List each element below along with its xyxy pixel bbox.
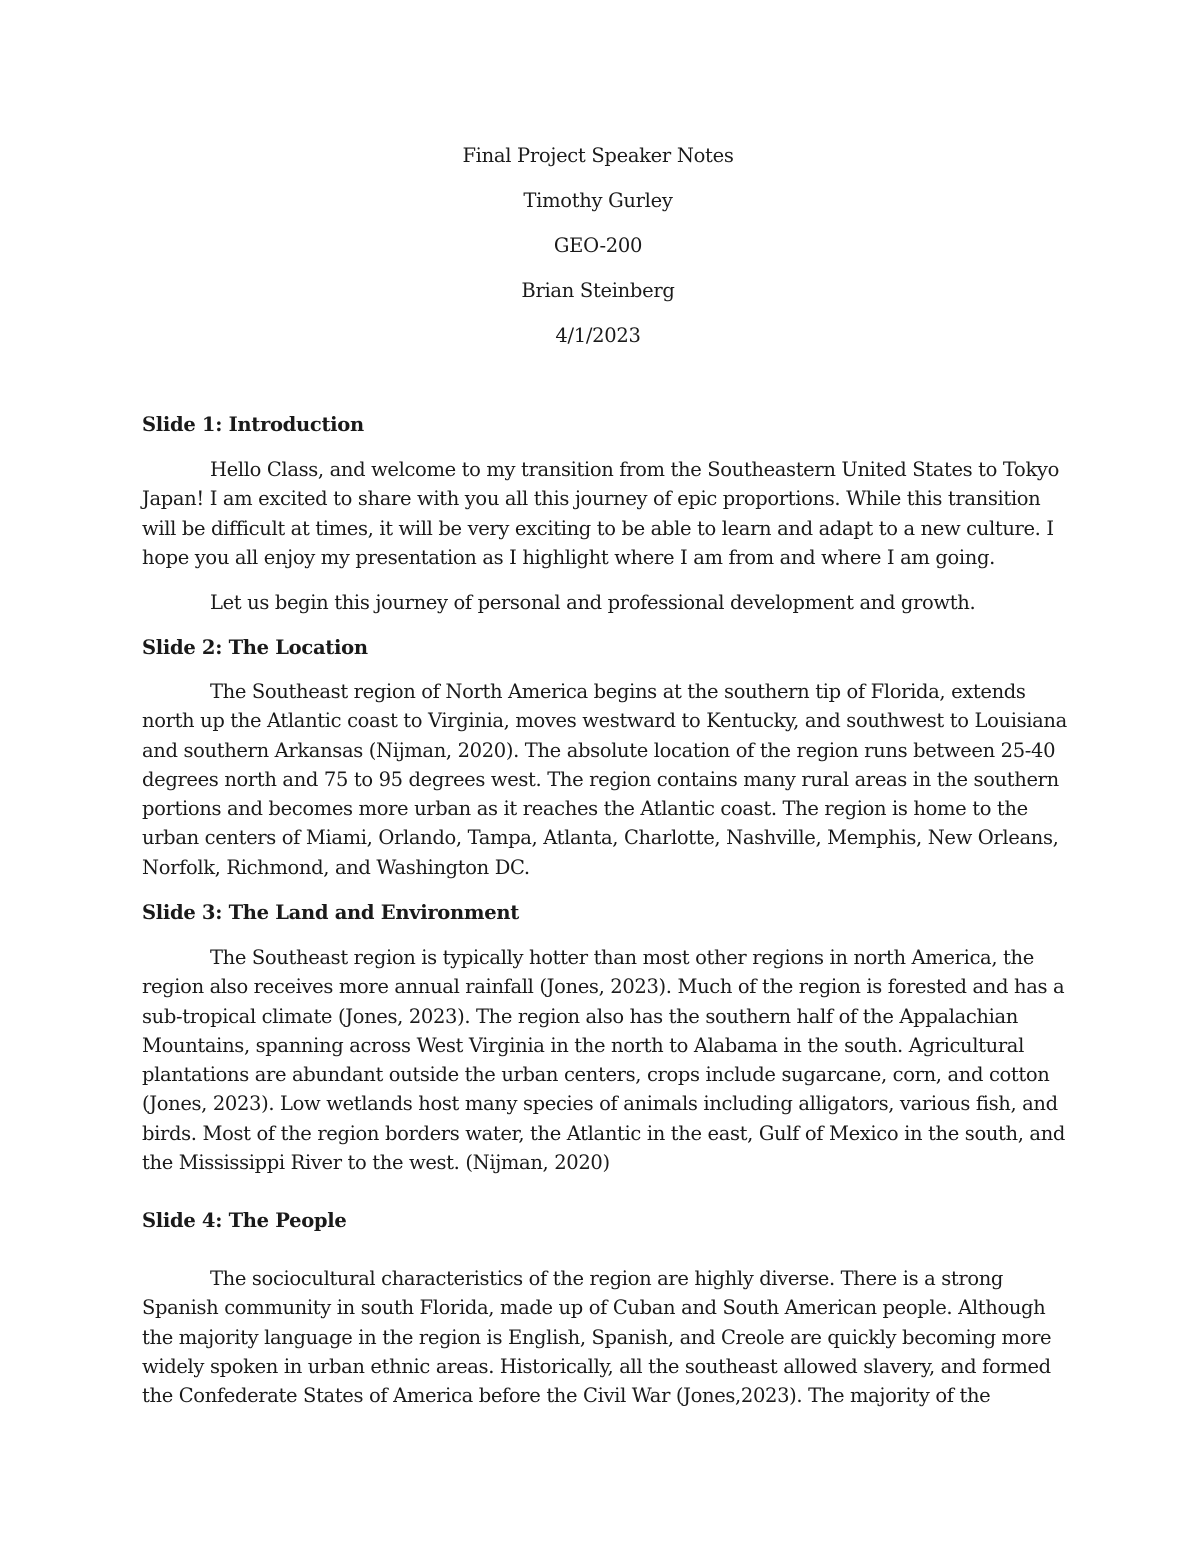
paragraph-line: degrees north and 75 to 95 degrees west. The region contains many rural areas in the southern (142, 767, 1059, 791)
paragraph-line: The Southeast region of North America begins at the southern tip of Florida, extends (210, 680, 1026, 703)
section-slide-1 (142, 410, 1062, 440)
paragraph-line: the majority language in the region is English, Spanish, and Creole are quickly becoming more (142, 1325, 1052, 1349)
paragraph-line: will be difficult at times, it will be very exciting to be able to learn and adapt to a new culture. I (142, 516, 1054, 540)
paragraph-line: the Confederate States of America before the Civil War (Jones,2023). The majority of the (142, 1384, 991, 1408)
paragraph-line: Spanish community in south Florida, made up of Cuban and South American people. Although (142, 1296, 1046, 1320)
course-code: GEO-200 (553, 234, 643, 257)
paragraph-line: urban centers of Miami, Orlando, Tampa, Atlanta, Charlotte, Nashville, Memphis, New Orleans, (142, 826, 1059, 850)
paragraph (142, 1264, 1062, 1410)
paragraph-line: sub-tropical climate (Jones, 2023). The region also has the southern half of the Appalachian (142, 1004, 1019, 1028)
document-title: Final Project Speaker Notes (462, 144, 734, 167)
paragraph-line: north up the Atlantic coast to Virginia, moves westward to Kentucky, and southwest to Louisiana (142, 709, 1067, 733)
section-slide-4 (142, 1206, 1062, 1236)
section-heading: Slide 2: The Location (142, 636, 368, 659)
paragraph (142, 943, 1066, 1177)
paragraph-line: The sociocultural characteristics of the region are highly diverse. There is a strong (210, 1267, 1004, 1290)
paragraph-line: widely spoken in urban ethnic areas. Historically, all the southeast allowed slavery, and formed (142, 1354, 1051, 1378)
paragraph-line: plantations are abundant outside the urban centers, crops include sugarcane, corn, and cotton (142, 1063, 1050, 1087)
document-date: 4/1/2023 (555, 324, 641, 347)
paragraph-line: hope you all enjoy my presentation as I highlight where I am from and where I am going. (142, 545, 995, 569)
paragraph-line: Japan! I am excited to share with you all this journey of epic proportions. While this transition (142, 487, 1041, 511)
paragraph-line: the Mississippi River to the west. (Nijman, 2020) (142, 1151, 610, 1175)
paragraph-line: Let us begin this journey of personal and professional development and growth. (210, 591, 976, 614)
paragraph-line: (Jones, 2023). Low wetlands host many species of animals including alligators, various fish, and (142, 1092, 1058, 1116)
section-heading: Slide 3: The Land and Environment (142, 901, 519, 924)
paragraph-line: The Southeast region is typically hotter than most other regions in north America, the (210, 946, 1034, 969)
section-heading: Slide 1: Introduction (142, 413, 364, 436)
author-name: Timothy Gurley (523, 189, 673, 212)
paragraph-line: Hello Class, and welcome to my transition from the Southeastern United States to Tokyo (210, 458, 1059, 481)
section-slide-2 (142, 633, 1062, 663)
paragraph-line: birds. Most of the region borders water, the Atlantic in the east, Gulf of Mexico in the south, and (142, 1121, 1066, 1145)
instructor-name: Brian Steinberg (521, 279, 675, 302)
paragraph (142, 455, 1062, 572)
paragraph (142, 677, 1067, 882)
paragraph-line: and southern Arkansas (Nijman, 2020). The absolute location of the region runs between 25-40 (142, 738, 1056, 762)
title-block (0, 141, 1196, 366)
paragraph-line: Norfolk, Richmond, and Washington DC. (142, 855, 530, 879)
paragraph (142, 588, 1062, 617)
paragraph-line: region also receives more annual rainfall (Jones, 2023). Much of the region is forested and has a (142, 975, 1065, 999)
paragraph-line: Mountains, spanning across West Virginia in the north to Alabama in the south. Agricultural (142, 1033, 1024, 1057)
section-heading: Slide 4: The People (142, 1209, 347, 1232)
paragraph-line: portions and becomes more urban as it reaches the Atlantic coast. The region is home to the (142, 797, 1028, 821)
section-slide-3 (142, 898, 1062, 928)
